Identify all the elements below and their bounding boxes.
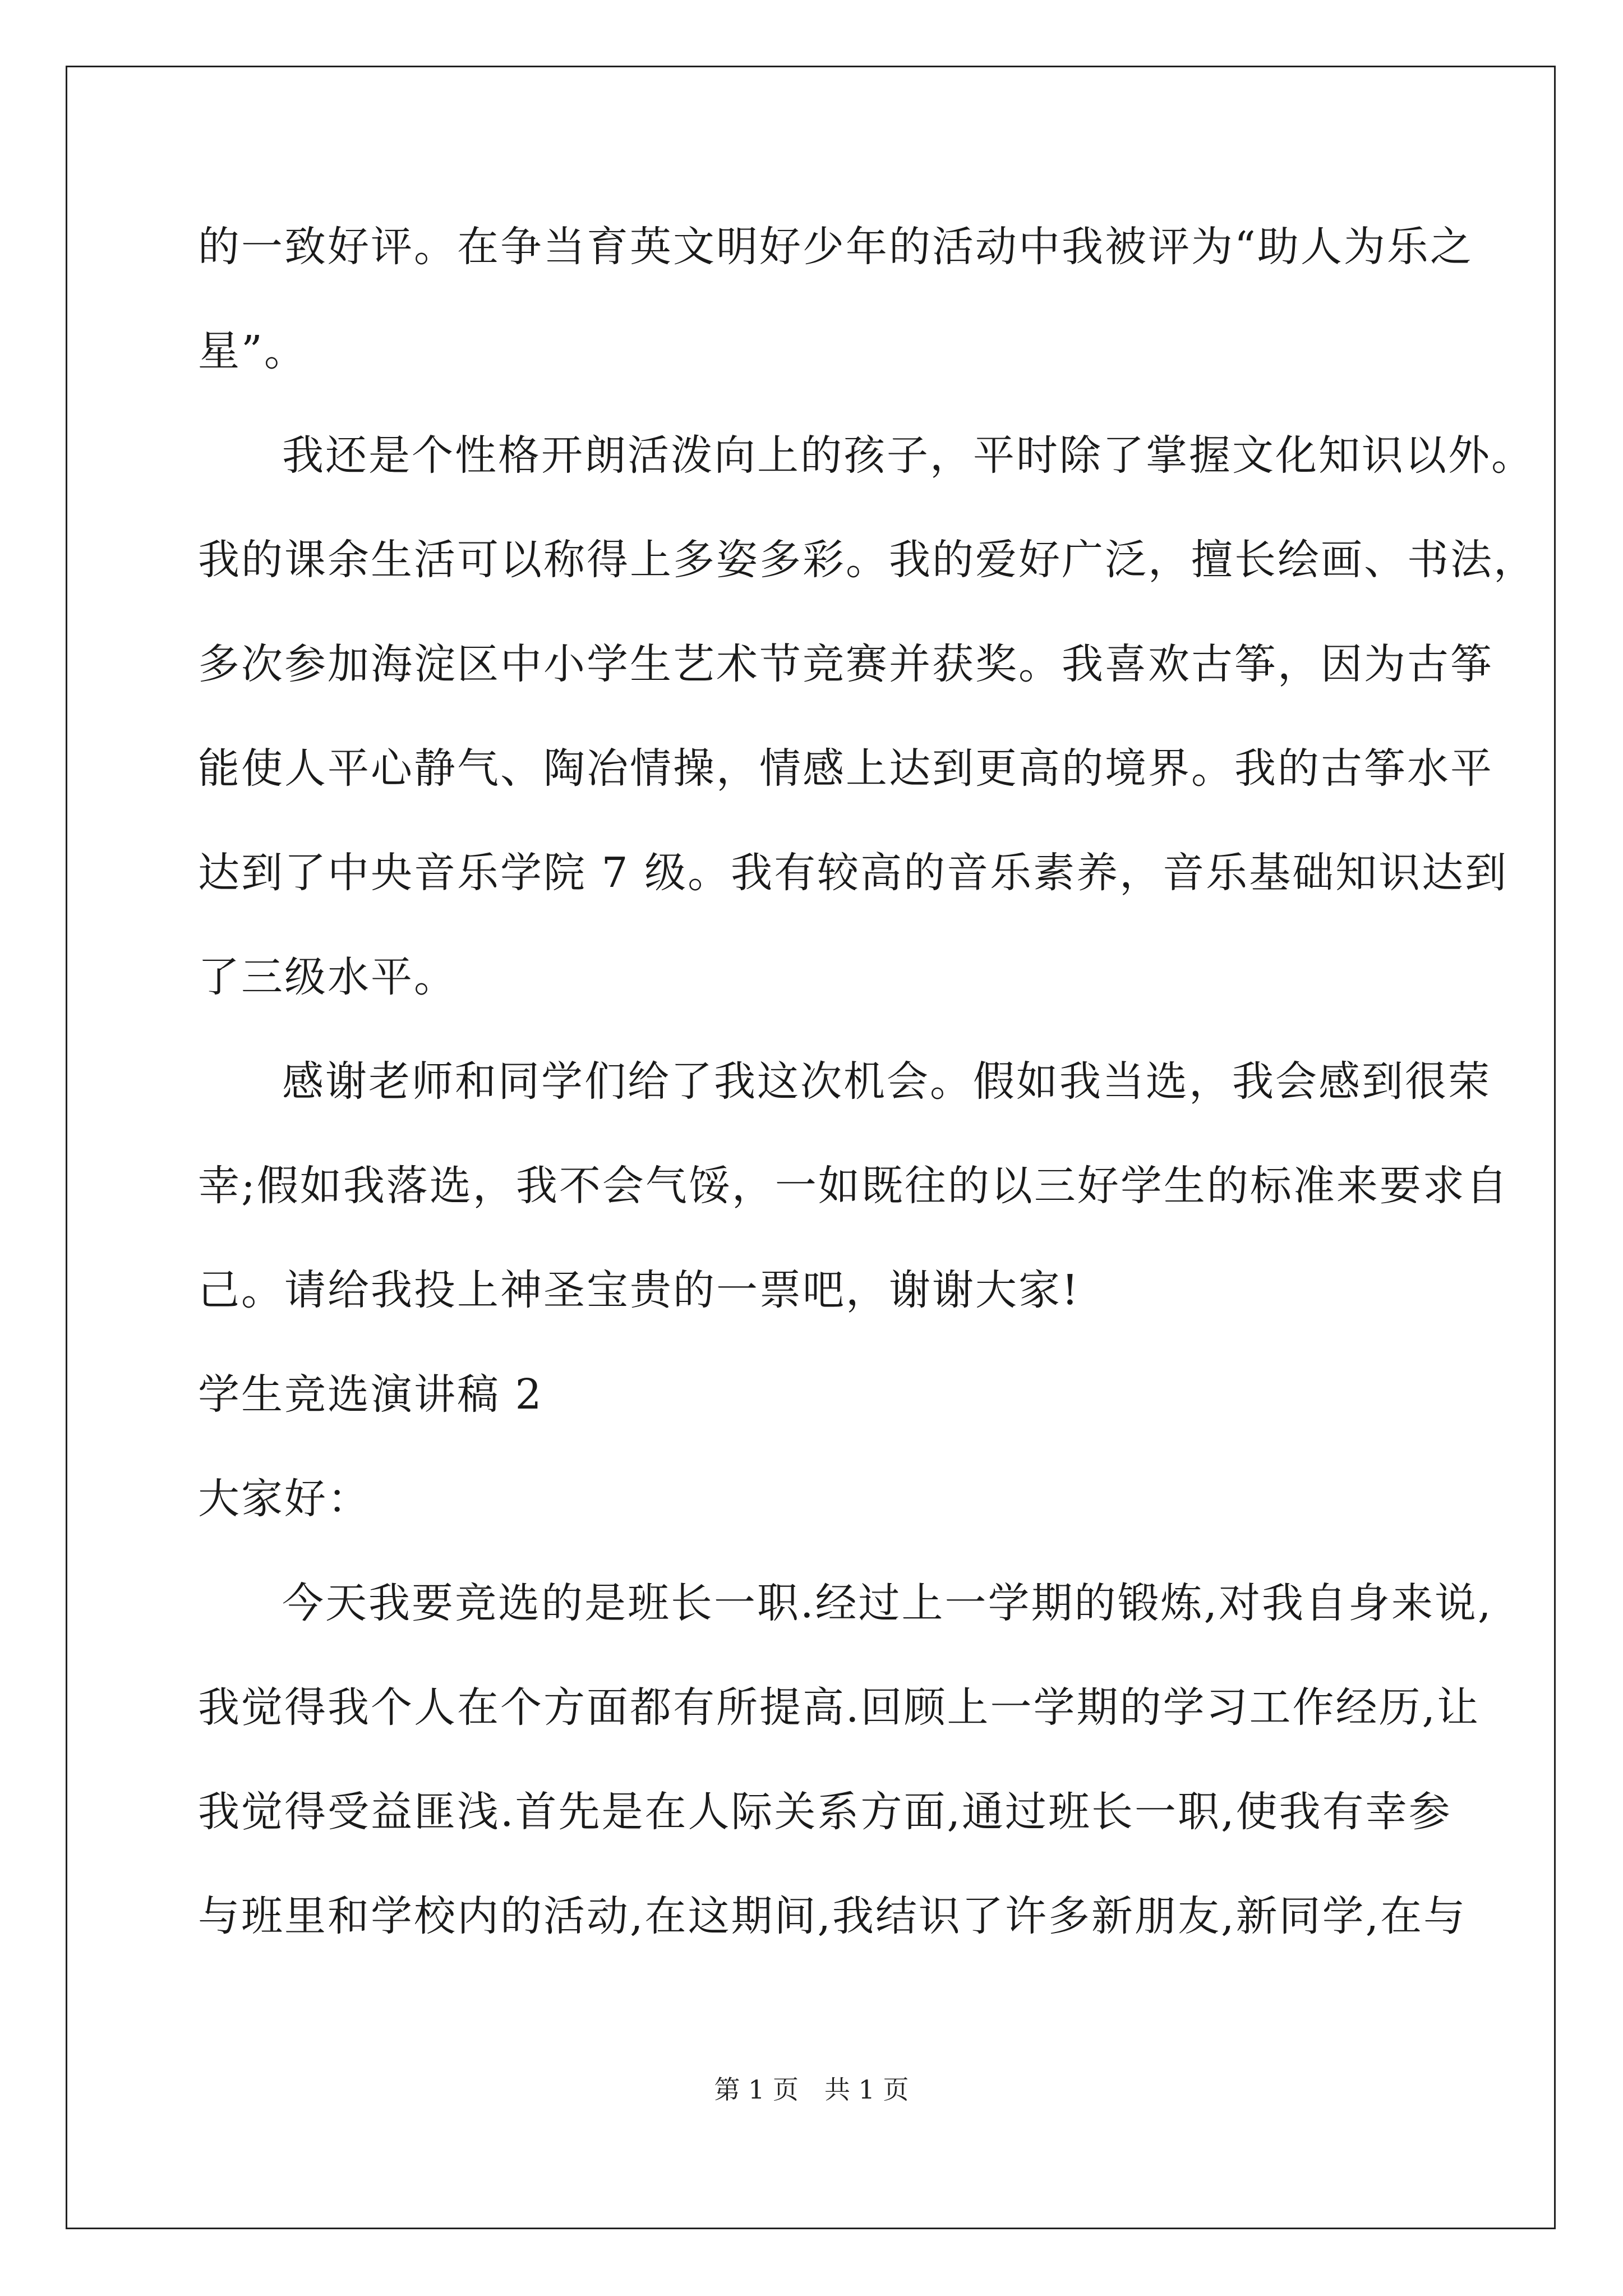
text-line: 幸;假如我落选，我不会气馁，一如既往的以三好学生的标准来要求自 bbox=[198, 1162, 1509, 1210]
text-line: 我觉得受益匪浅.首先是在人际关系方面,通过班长一职,使我有幸参 bbox=[198, 1788, 1452, 1836]
text-line: 多次参加海淀区中小学生艺术节竞赛并获奖。我喜欢古筝，因为古筝 bbox=[198, 640, 1493, 688]
text-line: 与班里和学校内的活动,在这期间,我结识了许多新朋友,新同学,在与 bbox=[198, 1892, 1467, 1940]
text-line: 达到了中央音乐学院 7 级。我有较高的音乐素养，音乐基础知识达到 bbox=[198, 849, 1509, 897]
salutation: 大家好： bbox=[198, 1475, 371, 1523]
paragraph-start-line: 感谢老师和同学们给了我这次机会。假如我当选，我会感到很荣 bbox=[282, 1057, 1491, 1106]
page-footer: 第 1 页 共 1 页 bbox=[714, 2074, 909, 2105]
text-line: 己。请给我投上神圣宝贵的一票吧，谢谢大家! bbox=[198, 1266, 1080, 1314]
section-heading: 学生竞选演讲稿 2 bbox=[198, 1370, 543, 1419]
text-line: 我的课余生活可以称得上多姿多彩。我的爱好广泛，擅长绘画、书法， bbox=[198, 536, 1537, 584]
paragraph-start-line: 我还是个性格开朗活泼向上的孩子，平时除了掌握文化知识以外。 bbox=[282, 431, 1534, 480]
paragraph-start-line: 今天我要竞选的是班长一职.经过上一学期的锻炼,对我自身来说, bbox=[282, 1579, 1493, 1627]
text-line: 了三级水平。 bbox=[198, 953, 457, 1001]
text-line: 能使人平心静气、陶冶情操，情感上达到更高的境界。我的古筝水平 bbox=[198, 744, 1493, 793]
text-line: 我觉得我个人在个方面都有所提高.回顾上一学期的学习工作经历,让 bbox=[198, 1683, 1481, 1732]
text-line: 的一致好评。在争当育英文明好少年的活动中我被评为“助人为乐之 bbox=[198, 223, 1473, 271]
text-line: 星”。 bbox=[198, 327, 307, 375]
